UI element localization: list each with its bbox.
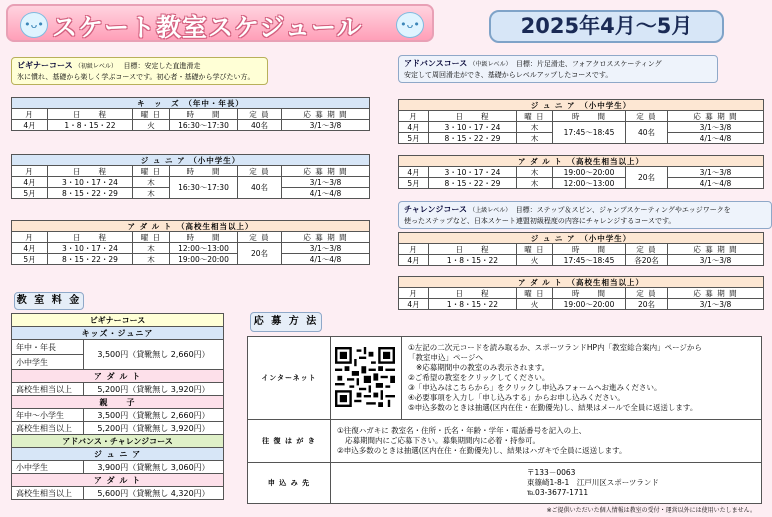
cell-period: 4/1～4/8 xyxy=(282,188,370,199)
cell-month: 5月 xyxy=(399,133,429,144)
cell-weekday: 木 xyxy=(133,254,170,265)
course-level: （初級レベル） xyxy=(74,63,117,70)
cell-weekday: 木 xyxy=(133,243,170,254)
cell-month: 4月 xyxy=(399,255,429,266)
header-time: 時 間 xyxy=(553,288,626,299)
cell-weekday: 火 xyxy=(133,120,170,131)
header-capacity: 定 員 xyxy=(238,109,282,120)
header-capacity: 定 員 xyxy=(238,166,282,177)
header-dates: 日 程 xyxy=(429,111,517,122)
fees-label: 教 室 料 金 xyxy=(14,292,84,310)
table-row xyxy=(12,254,370,265)
table-row xyxy=(12,243,370,254)
postcard-label: 往 復 は が き xyxy=(248,420,331,463)
cell-period: 3/1～3/8 xyxy=(668,122,764,133)
table-caption: キ ッ ズ （年中・年長） xyxy=(12,98,370,109)
cell-weekday: 木 xyxy=(517,122,553,133)
header-weekday: 曜 日 xyxy=(133,109,170,120)
destination-label: 申 込 み 先 xyxy=(248,463,331,504)
destination-content xyxy=(331,463,762,504)
table-caption: ア ダ ル ト （高校生相当以上） xyxy=(12,221,370,232)
cell-month: 4月 xyxy=(12,243,48,254)
cell-capacity: 20名 xyxy=(238,243,282,265)
challenge-junior-table xyxy=(398,232,764,266)
table-row xyxy=(399,122,764,133)
apply-table xyxy=(247,336,762,504)
cell-month: 5月 xyxy=(12,188,48,199)
postcard-line: ①往復ハガキに 教室名・住所・氏名・年齢・学年・電話番号を記入の上、 xyxy=(337,426,587,435)
mascot-icon: •ᴗ• xyxy=(396,12,424,38)
table-row xyxy=(399,255,764,266)
course-level: （上級レベル） xyxy=(469,207,512,214)
qr-cell xyxy=(331,337,402,420)
table-caption: ア ダ ル ト （高校生相当以上） xyxy=(399,156,764,167)
cell-period: 4/1～4/8 xyxy=(282,254,370,265)
advanced-adult-table xyxy=(398,155,764,189)
header-period: 応 募 期 間 xyxy=(668,111,764,122)
header-weekday: 曜 日 xyxy=(133,232,170,243)
internet-line: ②ご希望の教室をクリックしてください。 xyxy=(408,373,550,382)
cell-month: 4月 xyxy=(399,167,429,178)
header-month: 月 xyxy=(399,288,429,299)
cell-month: 4月 xyxy=(399,122,429,133)
internet-line: ※応募期間中の教室のみ表示されます。 xyxy=(416,363,550,372)
beginner-adult-table xyxy=(11,220,370,265)
cell-time: 12:00～13:00 xyxy=(170,243,238,254)
page-title: スケート教室スケジュール xyxy=(52,13,363,42)
cell-dates: 3・10・17・24 xyxy=(429,167,517,178)
cell-weekday: 火 xyxy=(517,255,553,266)
internet-content xyxy=(402,337,762,420)
header-period: 応 募 期 間 xyxy=(282,166,370,177)
fees-cat-junior: ジ ュ ニ ア xyxy=(12,448,224,461)
table-row xyxy=(12,120,370,131)
fees-cat-adult: ア ダ ル ト xyxy=(12,370,224,383)
course-name: アドバンスコース xyxy=(404,59,468,68)
table-caption: ジ ュ ニ ア （小中学生） xyxy=(12,155,370,166)
internet-line: ①左記の二次元コードを読み取るか、スポーツランドHP内「教室総合案内」ページから xyxy=(408,343,702,352)
header-dates: 日 程 xyxy=(429,288,517,299)
postal-code: 〒133－0063 xyxy=(527,468,576,477)
advanced-junior-table xyxy=(398,99,764,144)
cell-month: 4月 xyxy=(399,299,429,310)
fees-price: 3,500円（貸靴無し 2,660円） xyxy=(84,340,224,370)
course-desc: 使ったステップなど、日本スケート連盟初級程度の内容にチャレンジするコースです。 xyxy=(404,217,676,225)
cell-capacity: 40名 xyxy=(238,177,282,199)
cell-period: 3/1～3/8 xyxy=(668,167,764,178)
cell-period: 4/1～4/8 xyxy=(668,178,764,189)
cell-capacity: 40名 xyxy=(626,122,668,144)
table-row xyxy=(399,299,764,310)
internet-line: ④必要事項を入力し「申し込みする」からお申し込みください。 xyxy=(408,393,625,402)
cell-dates: 8・15・22・29 xyxy=(48,254,133,265)
fees-cat-parent: 親 子 xyxy=(12,396,224,409)
cell-weekday: 木 xyxy=(517,167,553,178)
address: 東篠崎1-8-1 江戸川区スポーツランド xyxy=(527,478,659,487)
fees-table xyxy=(11,313,224,500)
header-time: 時 間 xyxy=(170,232,238,243)
header-weekday: 曜 日 xyxy=(133,166,170,177)
cell-dates: 8・15・22・29 xyxy=(48,188,133,199)
header-dates: 日 程 xyxy=(48,232,133,243)
table-row xyxy=(12,177,370,188)
fees-cat-adult2: ア ダ ル ト xyxy=(12,474,224,487)
fees-price: 5,200円（貸靴無し 3,920円） xyxy=(84,422,224,435)
cell-time: 17:45～18:45 xyxy=(553,122,626,144)
fees-item: 高校生相当以上 xyxy=(12,422,84,435)
challenge-adult-table xyxy=(398,276,764,310)
header-dates: 日 程 xyxy=(48,109,133,120)
header-month: 月 xyxy=(12,166,48,177)
header-period: 応 募 期 間 xyxy=(282,109,370,120)
cell-dates: 1・8・15・22 xyxy=(429,255,517,266)
mascot-icon: •ᴗ• xyxy=(20,12,48,38)
fees-price: 3,500円（貸靴無し 2,660円） xyxy=(84,409,224,422)
fees-course-beginner: ビギナーコース xyxy=(12,314,224,327)
cell-period: 3/1～3/8 xyxy=(282,177,370,188)
table-caption: ジ ュ ニ ア （小中学生） xyxy=(399,233,764,244)
fees-item: 小中学生 xyxy=(12,461,84,474)
cell-period: 3/1～3/8 xyxy=(282,120,370,131)
header-month: 月 xyxy=(399,244,429,255)
table-caption: ア ダ ル ト （高校生相当以上） xyxy=(399,277,764,288)
table-row xyxy=(399,178,764,189)
cell-period: 3/1～3/8 xyxy=(668,255,764,266)
postcard-line: ②申込多数のときは抽選(区内在住・在勤優先)し、結果はハガキで全員に返送します。 xyxy=(337,446,627,455)
beginner-course-info xyxy=(11,57,268,85)
header-time: 時 間 xyxy=(170,109,238,120)
table-row xyxy=(399,167,764,178)
internet-line: ③「申込みはこちらから」をクリックし申込みフォームへお進みください。 xyxy=(408,383,662,392)
fees-item: 年中～小学生 xyxy=(12,409,84,422)
cell-month: 5月 xyxy=(12,254,48,265)
header-capacity: 定 員 xyxy=(626,111,668,122)
course-level: （中級レベル） xyxy=(469,61,512,68)
internet-line: ⑤申込多数のときは抽選(区内在住・在勤優先)し、結果はメールで全員に返送します。 xyxy=(408,403,698,412)
cell-weekday: 火 xyxy=(517,299,553,310)
footnote: ※ご提供いただいた個人情報は教室の受付・運営以外には使用いたしません。 xyxy=(546,507,756,514)
fees-item: 年中・年長 xyxy=(12,340,84,355)
internet-label: インターネット xyxy=(248,337,331,420)
header-weekday: 曜 日 xyxy=(517,111,553,122)
course-goal: 目標：ステップ＆スピン、ジャンプスケーティングやエッジワークを xyxy=(515,206,731,214)
cell-month: 5月 xyxy=(399,178,429,189)
header-capacity: 定 員 xyxy=(626,244,668,255)
fees-cat-kids-junior: キッズ・ジュニア xyxy=(12,327,224,340)
cell-dates: 1・8・15・22 xyxy=(48,120,133,131)
cell-weekday: 木 xyxy=(133,177,170,188)
course-goal: 目標：片足滑走、フォアクロススケーティング xyxy=(515,60,662,68)
cell-capacity: 20名 xyxy=(626,167,668,189)
header-month: 月 xyxy=(399,111,429,122)
internet-line: 「教室申込」ページへ xyxy=(408,353,483,362)
cell-month: 4月 xyxy=(12,120,48,131)
cell-dates: 8・15・22・29 xyxy=(429,178,517,189)
course-desc: 氷に慣れ、基礎から楽しく学ぶコースです。初心者・基礎から学びたい方。 xyxy=(17,73,255,81)
fees-item: 小中学生 xyxy=(12,355,84,370)
cell-dates: 3・10・17・24 xyxy=(429,122,517,133)
fees-item: 高校生相当以上 xyxy=(12,383,84,396)
fees-price: 5,600円（貸靴無し 4,320円） xyxy=(84,487,224,500)
header-period: 応 募 期 間 xyxy=(668,288,764,299)
postcard-content xyxy=(331,420,762,463)
phone-number: ℡03-3677-1711 xyxy=(527,488,589,497)
fees-price: 3,900円（貸靴無し 3,060円） xyxy=(84,461,224,474)
cell-time: 17:45～18:45 xyxy=(553,255,626,266)
apply-label: 応 募 方 法 xyxy=(250,312,322,332)
fees-price: 5,200円（貸靴無し 3,920円） xyxy=(84,383,224,396)
header-capacity: 定 員 xyxy=(238,232,282,243)
kids-schedule-table xyxy=(11,97,370,131)
header-weekday: 曜 日 xyxy=(517,244,553,255)
cell-dates: 1・8・15・22 xyxy=(429,299,517,310)
header-time: 時 間 xyxy=(170,166,238,177)
course-name: チャレンジコース xyxy=(404,205,467,214)
header-capacity: 定 員 xyxy=(626,288,668,299)
header-period: 応 募 期 間 xyxy=(668,244,764,255)
cell-period: 4/1～4/8 xyxy=(668,133,764,144)
beginner-junior-table xyxy=(11,154,370,199)
cell-period: 3/1～3/8 xyxy=(282,243,370,254)
cell-weekday: 木 xyxy=(517,178,553,189)
cell-weekday: 木 xyxy=(517,133,553,144)
cell-period: 3/1～3/8 xyxy=(668,299,764,310)
cell-time: 16:30～17:30 xyxy=(170,177,238,199)
header-weekday: 曜 日 xyxy=(517,288,553,299)
header-time: 時 間 xyxy=(553,111,626,122)
fees-item: 高校生相当以上 xyxy=(12,487,84,500)
course-desc: 安定して周回滑走ができ、基礎からレベルアップしたコースです。 xyxy=(404,71,613,79)
cell-time: 19:00～20:00 xyxy=(553,299,626,310)
cell-dates: 8・15・22・29 xyxy=(429,133,517,144)
cell-time: 19:00～20:00 xyxy=(170,254,238,265)
postcard-line: 応募期間内にご応募下さい。募集期間内に必着・持参可。 xyxy=(345,436,540,445)
qr-code-icon[interactable] xyxy=(335,347,395,407)
cell-capacity: 20名 xyxy=(626,299,668,310)
course-name: ビギナーコース xyxy=(17,61,73,70)
cell-dates: 3・10・17・24 xyxy=(48,243,133,254)
cell-month: 4月 xyxy=(12,177,48,188)
cell-time: 12:00～13:00 xyxy=(553,178,626,189)
header-period: 応 募 期 間 xyxy=(282,232,370,243)
title-banner xyxy=(6,4,434,42)
challenge-course-info xyxy=(398,201,772,229)
cell-capacity: 40名 xyxy=(238,120,282,131)
advanced-course-info xyxy=(398,55,718,83)
date-range: 2025年4月～5月 xyxy=(489,10,724,43)
cell-weekday: 木 xyxy=(133,188,170,199)
cell-time: 16:30～17:30 xyxy=(170,120,238,131)
cell-time: 19:00～20:00 xyxy=(553,167,626,178)
header-dates: 日 程 xyxy=(429,244,517,255)
course-goal: 目標：安定した直進滑走 xyxy=(123,62,201,70)
table-caption: ジ ュ ニ ア （小中学生） xyxy=(399,100,764,111)
cell-capacity: 各20名 xyxy=(626,255,668,266)
header-month: 月 xyxy=(12,232,48,243)
header-dates: 日 程 xyxy=(48,166,133,177)
header-time: 時 間 xyxy=(553,244,626,255)
fees-course-advanced: アドバンス・チャレンジコース xyxy=(12,435,224,448)
cell-dates: 3・10・17・24 xyxy=(48,177,133,188)
header-month: 月 xyxy=(12,109,48,120)
